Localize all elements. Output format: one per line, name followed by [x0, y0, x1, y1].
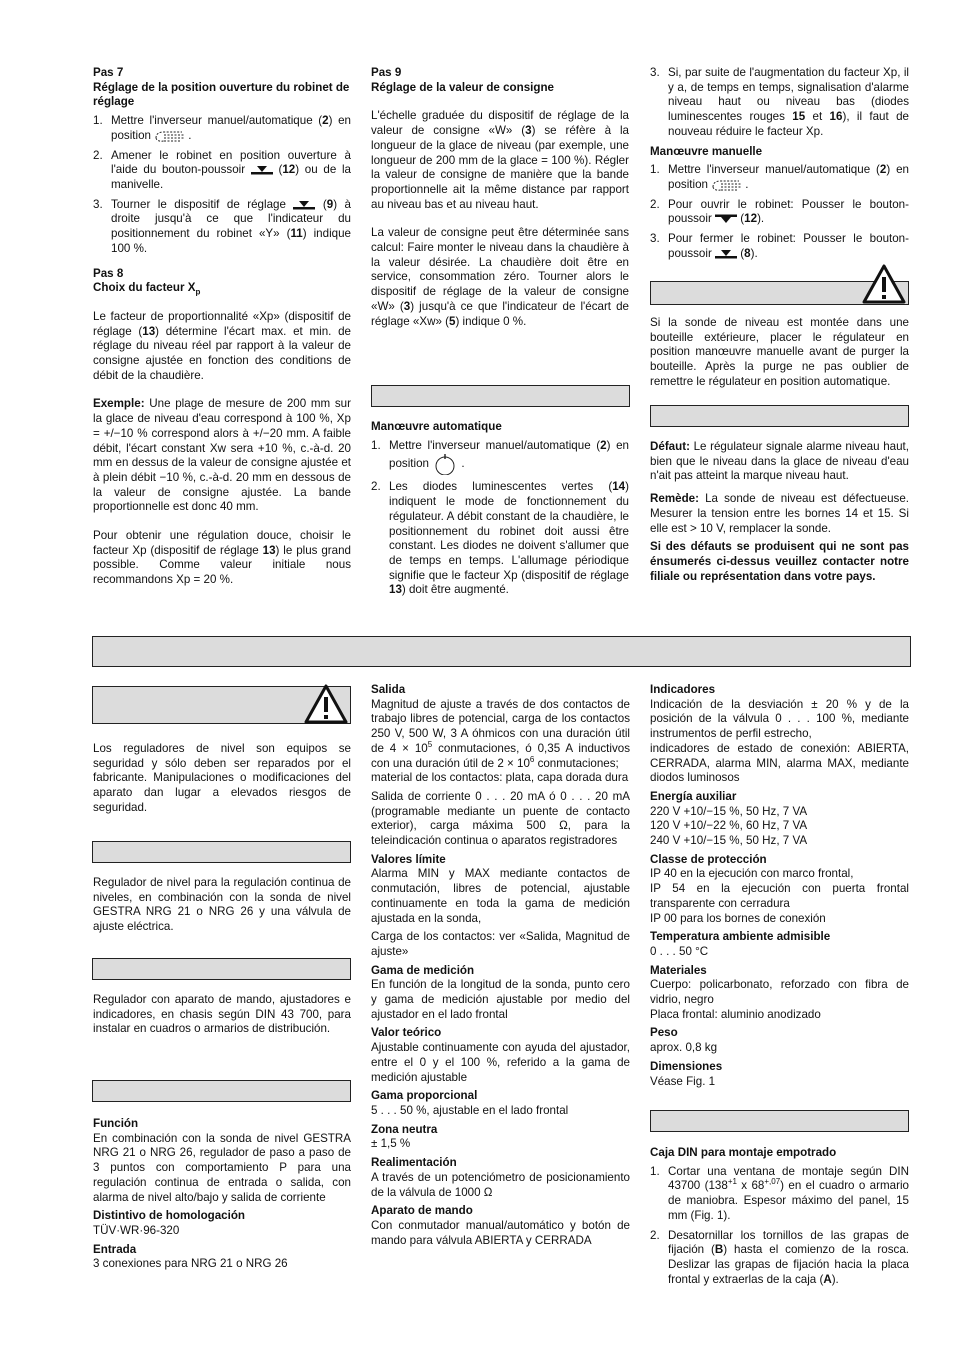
es-installation: [650, 1146, 909, 1292]
indicators-text-2: indicadores de estado de conexión: ABIERTA, CERRADA, alarma MIN, alarma MAX, mediante diodos luminosos: [650, 741, 909, 785]
list-item: 3. Si, par suite de l'augmentation du facteur Xp, il y a, de temps en temps, signalisation d'alarme niveau haut ou niveau bas (diodes luminescentes rouges 15 et 16), il faut de nouveau réduire le facteur Xp.: [650, 66, 909, 138]
step8-paragraph-3: Pour obtenir une régulation douce, choisir le facteur Xp (dispositif de réglage 13) le plus grand possible. Comme valeur initiale nous recommandons Xp = 20 %.: [93, 529, 352, 587]
es-technical-3: [650, 683, 909, 1089]
section-bar: [92, 958, 351, 980]
list-item: 2. Amener le robinet en position ouverture à l'aide du bouton-poussoir (12) ou de la manivelle.: [93, 148, 351, 191]
temperature-heading: Temperatura ambiente admisible: [650, 930, 831, 944]
list-item: 2. Les diodes luminescentes vertes (14) indiquent le mode de fonctionnement du régulateur. A débit constant de la chaudière, le positionnement du robinet doit aussi être constant. Les diodes ne doivent s'allumer que de temps en temps. L'allumage périodique signifie que le facteur Xp (dispositif de réglage 13) doit être augmenté.: [371, 480, 629, 597]
range-text: En función de la longitud de la sonda, punto cero y gama de medición ajustable por medio del ajustador en el lado frontal: [371, 978, 630, 1021]
power-line-1: 220 V +10/−15 %, 50 Hz, 7 VA: [650, 804, 808, 818]
manual-mode-list: [650, 163, 909, 261]
es-description: [93, 993, 351, 1037]
fr-column-3-lower: [650, 316, 909, 390]
step8-paragraph-1: Le facteur de proportionnalité «Xp» (dispositif de réglage (13) détermine l'écart max. et min. de réglage du niveau réel par rapport à la valeur de consigne ajustée en fonction des conditions de débit de la chaudière.: [93, 309, 351, 382]
warning-icon: [304, 684, 348, 724]
safety-text: Los reguladores de nivel son equipos se seguridad y sólo deben ser reparados por el fabricante. Manipulaciones o modificaciones del aparato dan lugar a elevados riesgos de seguridad.: [93, 742, 351, 814]
list-item: 3. Tourner le dispositif de réglage (9) à droite jusqu'à ce que l'indicateur du positionnement du robinet «Y» (11) indique 100 %.: [93, 197, 351, 255]
es-safety: [93, 742, 351, 816]
auto-mode-title: Manœuvre automatique: [371, 420, 502, 433]
materials-line-1: Cuerpo: policarbonato, reforzado con fibra de vidrio, negro: [650, 978, 909, 1007]
deadband-heading: Zona neutra: [371, 1122, 438, 1136]
indicators-text: Indicación de la desviación ± 20 % y de la posición de la válvula 0 . . . 100 %, mediante instrumentos de perfil estrecho,: [650, 697, 909, 741]
fr-column-3: [650, 66, 909, 267]
materials-line-2: Placa frontal: aluminio anodizado: [650, 1007, 821, 1021]
power-line-3: 240 V +10/−15 %, 50 Hz, 7 VA: [650, 834, 808, 848]
fault-text: Défaut: Le régulateur signale alarme niveau haut, bien que le niveau dans la glace de niveau d'eau n'ait pas atteint la marque niveau haut.: [650, 440, 909, 483]
step9-paragraph-1: L'échelle graduée du dispositif de réglage de la valeur de consigne «W» (3) se réfère à la longueur de la glace de niveau (par exemple, une longueur de 200 mm de la glace = 100 %). Régler la valeur de consigne de manière que la bande proportionnelle ait la même distance par rapport au niveau bas et au niveau haut.: [371, 109, 630, 211]
function-text: En combinación con la sonda de nivel GESTRA NRG 21 o NRG 26, regulador de paso a paso de 3 puntos con comportamiento P para una regulación continua de entrada o salida, con alarma de nivel alto/bajo y salida de corriente: [93, 1131, 351, 1204]
output-text-2: material de los contactos: plata, capa dorada dura: [371, 771, 629, 785]
output-text-1: Magnitud de ajuste a través de dos contactos de trabajo libres de potencial, carga de los contactos 250 V, 500 W, 3 A óhmicos con una duración útil de $4 \times 10^5$ conmutaciones, ó 0,35 A inductivos con una duración útil de $2 \times 10^6$ conmutaciones;: [371, 697, 630, 770]
input-heading: Entrada: [93, 1242, 137, 1256]
protection-line-3: IP 00 para los bornes de conexión: [650, 911, 826, 925]
close-valve-button-icon: [251, 165, 273, 175]
weight-heading: Peso: [650, 1026, 678, 1040]
power-heading: Energía auxiliar: [650, 789, 737, 803]
close-valve-button-icon: [715, 249, 737, 259]
limits-heading: Valores límite: [371, 852, 446, 866]
section-bar: [371, 385, 630, 407]
dimensions-heading: Dimensiones: [650, 1059, 723, 1073]
hand-icon: [711, 178, 745, 192]
manual-mode-title: Manœuvre manuelle: [650, 144, 763, 158]
feedback-text: A través de un potenciómetro de posicionamiento de la válvula de 1000 Ω: [371, 1170, 630, 1199]
warning-icon: [862, 264, 906, 304]
es-use: [93, 876, 351, 935]
approval-text: TÜV·WR·96-320: [93, 1223, 180, 1237]
section-bar: [650, 1110, 909, 1132]
installation-list: [650, 1165, 909, 1288]
list-item: 3. Pour fermer le robinet: Pousser le bouton-poussoir (8).: [650, 232, 909, 260]
protection-line-1: IP 40 en la ejecución con marco frontal,: [650, 867, 854, 881]
description-text: Regulador con aparato de mando, ajustadores e indicadores, en chasis según DIN 43 700, para instalar en cuadros o armarios de distribución.: [93, 993, 351, 1036]
remedy-text: Remède: La sonde de niveau est défectueuse. Mesurer la tension entre les bornes 14 et 15. Si elle est > 10 V, remplacer la sonde.: [650, 492, 909, 535]
protection-line-2: IP 54 en la ejecución con puerta frontal transparente con cerradura: [650, 882, 909, 910]
fr-column-2: [371, 66, 629, 329]
safety-warning-bar: [92, 686, 351, 724]
use-text: Regulador de nivel para la regulación continua de niveles, en combinación con la sonda de nivel GESTRA NRG 21 o NRG 26 y una válvula de ajuste eléctrica.: [93, 876, 351, 934]
step9-paragraph-2: La valeur de consigne peut être déterminée sans calcul: Faire monter le niveau dans la chaudière à la valeur désirée. La chaudière doit être en service, consommation zéro. Tourner alors le dispositif de réglage de la valeur de consigne «W» (3) jusqu'à ce que l'indicateur de l'écart de réglage «Xw» (5) indique 0 %.: [371, 226, 629, 328]
section-bar: [650, 405, 909, 427]
section-bar: [92, 1080, 351, 1102]
list-item: 1. Cortar una ventana de montaje según DIN 43700 ($138^{+1}$ x $68^{+,07}$) en el cuadro o armario de maniobra. Espesor máximo del panel, 15 mm (Fig. 1).: [650, 1164, 909, 1222]
output-heading: Salida: [371, 683, 406, 696]
step9-subtitle: Réglage de la valeur de consigne: [371, 80, 554, 94]
contact-text: Si des défauts se produisent qui ne sont pas énsumerés ci-dessus veuillez contacter notre filiale ou représentation dans votre pays.: [650, 540, 909, 583]
warning-bar: [650, 281, 909, 305]
list-item: 1. Mettre l'inverseur manuel/automatique (2) en position .: [371, 439, 629, 476]
weight-text: aprox. 0,8 kg: [650, 1041, 718, 1055]
es-technical-2: [371, 683, 630, 1248]
fr-column-2-auto: [371, 420, 629, 603]
step9-title: Pas 9: [371, 66, 402, 79]
control-unit-text: Con conmutador manual/automático y botón de mando para válvula ABIERTA y CERRADA: [371, 1218, 630, 1247]
temperature-text: 0 . . . 50 °C: [650, 944, 709, 958]
es-technical-1: [93, 1117, 351, 1272]
list-item: 2. Pour ouvrir le robinet: Pousser le bouton-poussoir (12).: [650, 197, 909, 226]
limits-text-2: Carga de los contactos: ver «Salida, Magnitud de ajuste»: [371, 930, 630, 958]
step7-subtitle: Réglage de la position ouverture du robinet de réglage: [93, 80, 350, 109]
step8-title: Pas 8: [93, 266, 124, 280]
limits-text-1: Alarma MIN y MAX mediante contactos de conmutación, libres de potencial, ajustable continuamente en toda la gama de medición ajustada en la sonda,: [371, 867, 630, 925]
warning-text: Si la sonde de niveau est montée dans une bouteille extérieure, placer le régulateur en position manœuvre manuelle avant de purger la bouteille. Après la purge ne pas oublier de remettre le régulateur en position automatique.: [650, 316, 909, 388]
feedback-heading: Realimentación: [371, 1156, 457, 1170]
protection-heading: Classe de protección: [650, 852, 767, 866]
continued-list: [650, 66, 909, 140]
auto-mode-icon: [432, 453, 458, 475]
approval-heading: Distintivo de homologación: [93, 1209, 246, 1223]
list-item: 1. Mettre l'inverseur manuel/automatique (2) en position .: [650, 163, 909, 191]
setpoint-text: Ajustable continuamente con ayuda del ajustador, entre el 0 y el 100 %, referido a la gama de medición ajustable: [371, 1041, 630, 1084]
fr-column-1: [93, 66, 351, 588]
step8-example: Exemple: Une plage de mesure de 200 mm sur la glace de niveau d'eau correspond à 100 %, Xp = +/−10 % correspond alors à +/−20 mm. A faible débit, l'écart constant Xw sera +10 %, c.-à-d. 20 mm en dessus de la valeur de consigne ajustée et à plein débit −10 %, c.-à-d. 20 mm en dessous de la valeur de consigne ajustée. La bande proportionnelle est donc 40 mm.: [93, 397, 351, 514]
materials-heading: Materiales: [650, 963, 707, 977]
adjuster-icon: [293, 200, 315, 210]
hand-icon: [154, 129, 188, 143]
proportional-text: 5 . . . 50 %, ajustable en el lado frontal: [371, 1103, 569, 1117]
din-box-heading: Caja DIN para montaje empotrado: [650, 1146, 837, 1159]
control-unit-heading: Aparato de mando: [371, 1204, 473, 1218]
open-valve-button-icon: [715, 214, 737, 224]
list-item: 1. Mettre l'inverseur manuel/automatique (2) en position .: [93, 114, 351, 142]
setpoint-heading: Valor teórico: [371, 1026, 442, 1040]
indicators-heading: Indicadores: [650, 683, 716, 696]
function-heading: Función: [93, 1117, 139, 1130]
step8-subtitle: Choix du facteur $X_p$: [93, 281, 201, 297]
input-text: 3 conexiones para NRG 21 o NRG 26: [93, 1257, 288, 1271]
section-bar: [92, 841, 351, 863]
list-item: 2. Desatornillar los tornillos de las grapas de fijación (B) hasta el comienzo de la rosca. Deslizar las grapas de fijación hacia la placa frontal y extraerlas de la caja (A).: [650, 1228, 910, 1286]
step7-list: [93, 114, 351, 256]
proportional-heading: Gama proporcional: [371, 1089, 478, 1103]
deadband-text: ± 1,5 %: [371, 1137, 411, 1151]
step7-title: Pas 7: [93, 66, 124, 79]
output-text-3: Salida de corriente 0 . . . 20 mA ó 0 . . . 20 mA (programable mediante un puente de contacto exterior), carga máxima 500 Ω, para la teleindicación continua o aparatos registradores: [371, 789, 630, 848]
dimensions-text: Véase Fig. 1: [650, 1074, 716, 1088]
range-heading: Gama de medición: [371, 963, 475, 977]
power-line-2: 120 V +10/−22 %, 60 Hz, 7 VA: [650, 819, 808, 833]
auto-mode-list: [371, 439, 629, 598]
fr-troubleshooting: [650, 440, 909, 584]
section-header-bar: [92, 636, 911, 667]
